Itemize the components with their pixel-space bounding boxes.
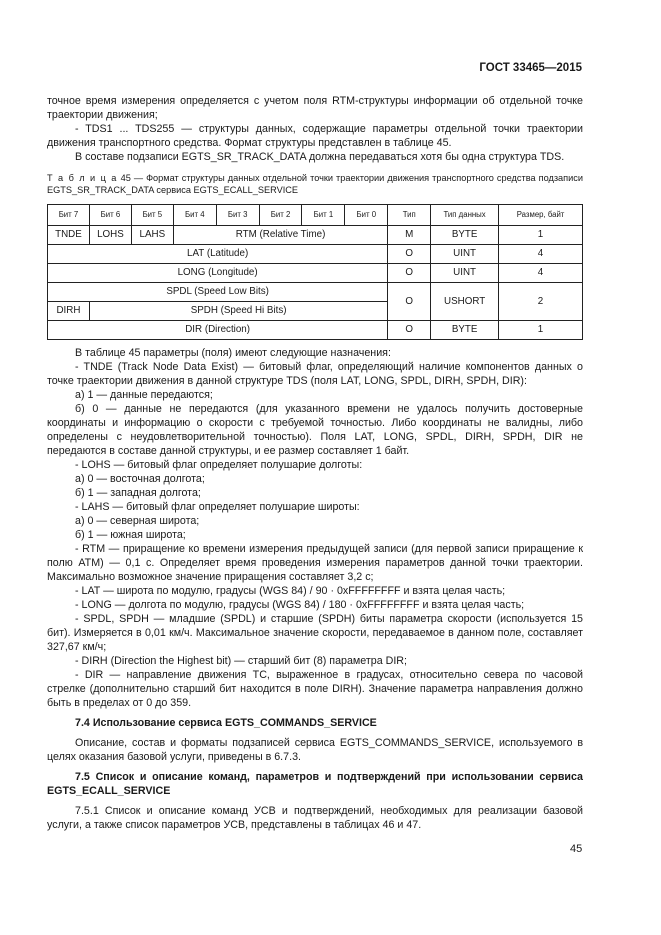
table-header-row xyxy=(48,205,583,226)
table-caption-prefix: Т а б л и ц а xyxy=(47,173,118,183)
header-cell: Бит 4 xyxy=(173,205,216,226)
table-cell: DIRH xyxy=(48,302,90,321)
paragraph: - DIR — направление движения ТС, выраженное в градусах, относительно севера по часовой стрелке (дополнительно старший бит находится в поле DIRH). Значение параметра направления должно быть в пределах от 0 до 359. xyxy=(47,669,583,709)
table-cell: 1 xyxy=(499,226,583,245)
table-cell: USHORT xyxy=(431,283,499,321)
table-caption xyxy=(47,172,583,196)
header-cell: Тип xyxy=(388,205,431,226)
paragraph: В составе подзаписи EGTS_SR_TRACK_DATA должна передаваться хотя бы одна структура TDS. xyxy=(75,151,565,163)
paragraph: - LONG — долгота по модулю, градусы (WGS 84) / 180 · 0xFFFFFFFF и взята целая часть; xyxy=(75,599,525,611)
table-cell: UINT xyxy=(431,264,499,283)
table-cell: DIR (Direction) xyxy=(48,321,388,340)
table-cell: 2 xyxy=(499,283,583,321)
list-item: б) 0 — данные не передаются (для указанного времени не удалось получить достоверные координаты и информацию о скорости с требуемой точностью. Либо координаты не валидны, либо определены с неудовлетворительной точностью). Поля LAT, LONG, SPDL, DIRH, SPDH, DIR не передаются в составе данной структуры, и ее размер составляет 1 байт. xyxy=(47,403,583,457)
header-cell: Бит 7 xyxy=(48,205,90,226)
table-caption-text: 45 — Формат структуры данных отдельной точки траектории движения транспортного средства подзаписи EGTS_SR_TRACK_DATA сервиса EGTS_ECALL_SERVICE xyxy=(47,173,584,195)
table-cell: O xyxy=(388,321,431,340)
table-cell: 4 xyxy=(499,264,583,283)
page-number: 45 xyxy=(570,843,583,855)
table-row xyxy=(48,283,583,302)
header-cell: Бит 6 xyxy=(89,205,131,226)
page-content xyxy=(47,94,583,832)
paragraph: Описание, состав и форматы подзаписей сервиса EGTS_COMMANDS_SERVICE, используемого в целях оказания базовой услуги, приведены в 6.7.3. xyxy=(47,737,583,763)
table-cell: O xyxy=(388,245,431,264)
table-cell: LAT (Latitude) xyxy=(48,245,388,264)
table-cell: SPDL (Speed Low Bits) xyxy=(48,283,388,302)
table-cell: UINT xyxy=(431,245,499,264)
header-cell: Тип данных xyxy=(431,205,499,226)
table-row xyxy=(48,245,583,264)
table-cell: LAHS xyxy=(131,226,173,245)
table-cell: BYTE xyxy=(431,321,499,340)
table-cell: M xyxy=(388,226,431,245)
paragraph: В таблице 45 параметры (поля) имеют следующие назначения: xyxy=(75,347,391,359)
document-header: ГОСТ 33465—2015 xyxy=(479,62,582,74)
list-item: а) 0 — северная широта; xyxy=(75,515,200,527)
table-cell: LOHS xyxy=(89,226,131,245)
list-item: б) 1 — западная долгота; xyxy=(75,487,201,499)
table-cell: 4 xyxy=(499,245,583,264)
paragraph: - RTM — приращение ко времени измерения предыдущей записи (для первой записи приращение к полю ATM) — 0,1 с. Определяет время проведения измерения параметров данной точки траектории. Максимально возможное значение приращения составляет 3,2 с; xyxy=(47,543,583,583)
table-cell: 1 xyxy=(499,321,583,340)
list-item: а) 1 — данные передаются; xyxy=(75,389,213,401)
table-cell: TNDE xyxy=(48,226,90,245)
paragraph: - DIRH (Direction the Highest bit) — старший бит (8) параметра DIR; xyxy=(75,655,407,667)
header-cell: Бит 3 xyxy=(216,205,259,226)
header-cell: Бит 5 xyxy=(131,205,173,226)
data-format-table xyxy=(47,204,583,340)
paragraph: - TNDE (Track Node Data Exist) — битовый флаг, определяющий наличие компонентов данных о точке траектории движения в данной структуре TDS (поля LAT, LONG, SPDL, DIRH, SPDH, DIR): xyxy=(47,361,583,387)
paragraph: - LOHS — битовый флаг определяет полушарие долготы: xyxy=(75,459,363,471)
table-cell: LONG (Longitude) xyxy=(48,264,388,283)
paragraph: - SPDL, SPDH — младшие (SPDL) и старшие (SPDH) биты параметра скорости (используется 15 бит). Измеряется в 0,01 км/ч. Максимальное значение скорости, передаваемое в данном поле, составляет 327,67 км/ч; xyxy=(47,613,583,653)
section-heading-7-5: 7.5 Список и описание команд, параметров и подтверждений при использовании сервиса EGTS_ECALL_SERVICE xyxy=(47,771,583,797)
list-item: а) 0 — восточная долгота; xyxy=(75,473,205,485)
paragraph: - TDS1 ... TDS255 — структуры данных, содержащие параметры отдельной точки траектории движения транспортного средства. Формат структуры представлен в таблице 45. xyxy=(47,123,583,149)
paragraph: точное время измерения определяется с учетом поля RTM-структуры информации об отдельной точке траектории движения; xyxy=(47,95,583,121)
header-cell: Бит 0 xyxy=(345,205,388,226)
header-cell: Бит 2 xyxy=(259,205,302,226)
list-item: б) 1 — южная широта; xyxy=(75,529,186,541)
table-cell: SPDH (Speed Hi Bits) xyxy=(89,302,387,321)
paragraph: - LAHS — битовый флаг определяет полушарие широты: xyxy=(75,501,360,513)
paragraph: 7.5.1 Список и описание команд УСВ и подтверждений, необходимых для реализации базовой услуги, а также список параметров УСВ, представлены в таблицах 46 и 47. xyxy=(47,805,583,831)
table-cell: O xyxy=(388,283,431,321)
section-heading-7-4: 7.4 Использование сервиса EGTS_COMMANDS_SERVICE xyxy=(75,717,377,729)
table-cell: RTM (Relative Time) xyxy=(173,226,387,245)
table-row xyxy=(48,226,583,245)
table-row xyxy=(48,321,583,340)
paragraph: - LAT — широта по модулю, градусы (WGS 84) / 90 · 0xFFFFFFFF и взята целая часть; xyxy=(75,585,506,597)
table-cell: O xyxy=(388,264,431,283)
header-cell: Бит 1 xyxy=(302,205,345,226)
table-row xyxy=(48,264,583,283)
table-cell: BYTE xyxy=(431,226,499,245)
header-cell: Размер, байт xyxy=(499,205,583,226)
